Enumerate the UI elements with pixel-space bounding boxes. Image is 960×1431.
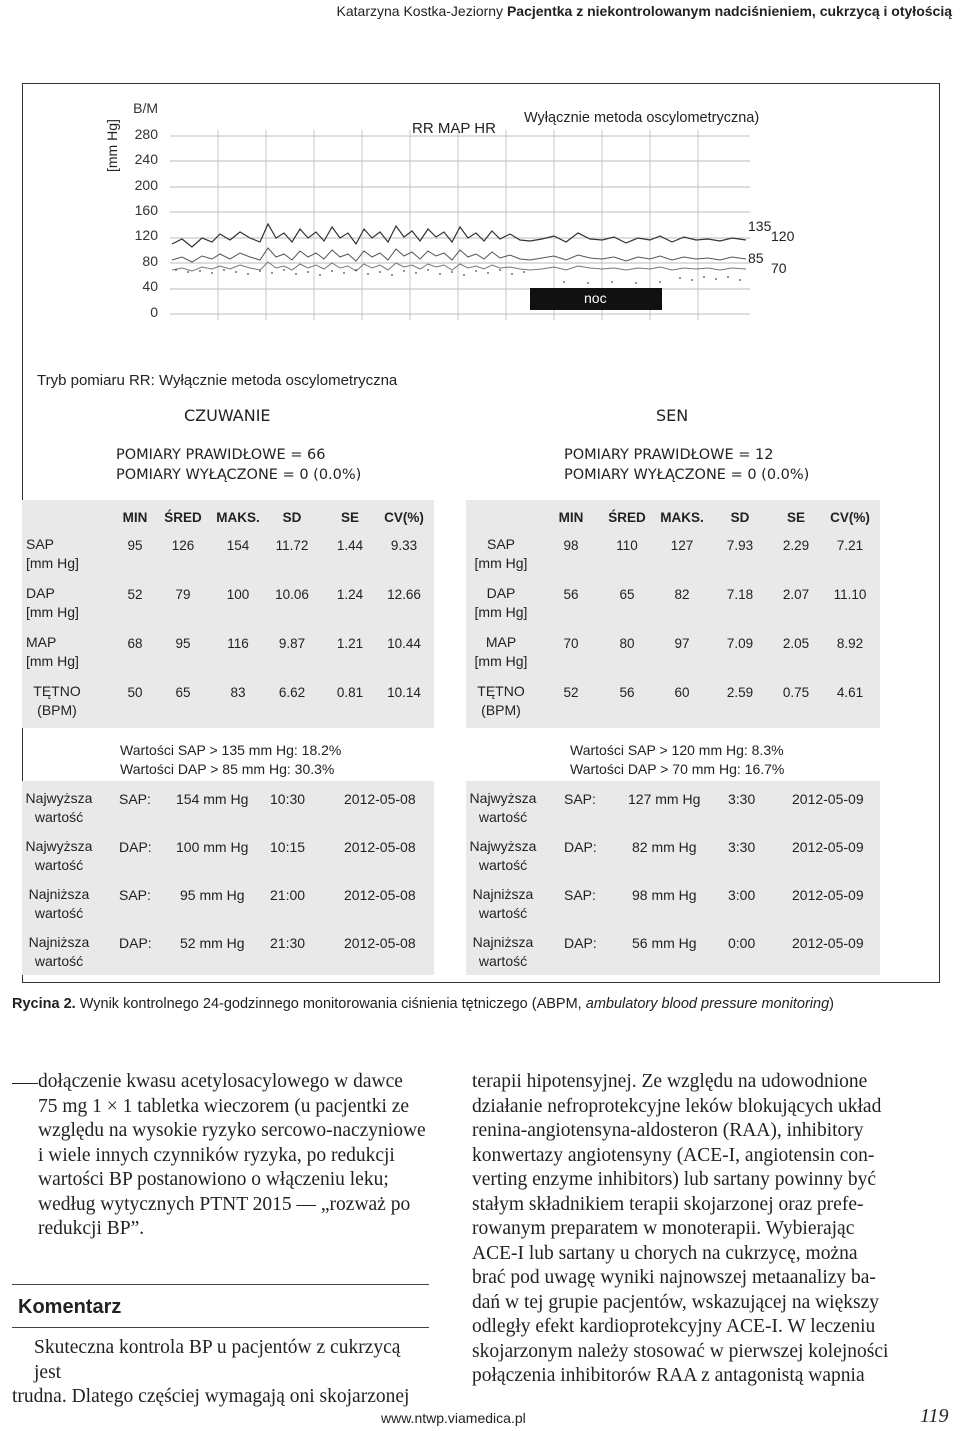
sleep-excluded-count: POMIARY WYŁĄCZONE = 0 (0.0%) [564, 467, 810, 483]
wake-dap-min: 52 [127, 587, 143, 602]
komentarz-line: Skuteczna kontrola BP u pacjentów z cukrzycą jest [34, 1337, 401, 1383]
left-line: wartości BP postanowiono o włączeniu leku; [38, 1169, 389, 1190]
sleep-sap-max: 127 [670, 538, 694, 553]
sleep-row-sap-label: SAP [mm Hg] [474, 536, 528, 571]
wake-ext-3-type: DAP: [119, 935, 152, 951]
wake-hr-cv: 10.14 [387, 685, 421, 700]
sleep-ext-0-date: 2012-05-09 [792, 791, 864, 807]
sleep-stats-panel [466, 500, 880, 728]
wake-ext-3-value: 52 mm Hg [180, 935, 245, 951]
wake-sap-cv: 9.33 [390, 538, 418, 553]
wake-extremes-panel [22, 781, 434, 975]
wake-stats-panel [22, 500, 434, 728]
sleep-ext-3-type: DAP: [564, 935, 597, 951]
sleep-col-sd: SD [730, 510, 750, 525]
right-paragraph [472, 1070, 892, 1389]
sleep-ext-2-value: 98 mm Hg [632, 887, 697, 903]
figure-caption [12, 996, 952, 1012]
wake-ext-1-date: 2012-05-08 [344, 839, 416, 855]
sleep-dap-cv: 11.10 [833, 587, 867, 602]
sleep-ext-1-date: 2012-05-09 [792, 839, 864, 855]
sleep-row-map-label: MAP [mm Hg] [474, 634, 528, 669]
sleep-dap-pct: Wartości DAP > 70 mm Hg: 16.7% [570, 761, 785, 777]
sleep-ext-1-type: DAP: [564, 839, 597, 855]
wake-ext-2-label: Najniższa wartość [28, 886, 90, 921]
caption-text: Wynik kontrolnego 24-godzinnego monitorowania ciśnienia tętniczego (ABPM, [79, 996, 586, 1012]
wake-sap-sd: 11.72 [275, 538, 309, 553]
wake-excluded-count: POMIARY WYŁĄCZONE = 0 (0.0%) [116, 467, 362, 483]
y-axis-unit: [mm Hg] [104, 119, 120, 172]
caption-label: Rycina 2. [12, 996, 76, 1012]
wake-row-map-label: MAP [mm Hg] [26, 634, 79, 669]
sleep-ext-1-label: Najwyższa wartość [469, 838, 537, 873]
wake-col-cv: CV(%) [384, 510, 424, 525]
wake-ext-1-value: 100 mm Hg [176, 839, 249, 855]
sleep-dap-max: 82 [674, 587, 690, 602]
wake-dap-mean: 79 [175, 587, 191, 602]
threshold-dap-sleep: 70 [771, 260, 787, 276]
wake-sap-se: 1.44 [336, 538, 364, 553]
wake-valid-count: POMIARY PRAWIDŁOWE = 66 [116, 447, 326, 463]
wake-ext-0-value: 154 mm Hg [176, 791, 249, 807]
sleep-col-se: SE [786, 510, 805, 525]
method-note: Wyłącznie metoda oscylometryczna) [524, 110, 760, 126]
sleep-map-se: 2.05 [782, 636, 810, 651]
wake-hr-se: 0.81 [336, 685, 364, 700]
sleep-valid-count: POMIARY PRAWIDŁOWE = 12 [564, 447, 774, 463]
sleep-hr-mean: 56 [619, 685, 635, 700]
wake-map-max: 116 [227, 636, 249, 651]
wake-ext-1-type: DAP: [119, 839, 152, 855]
header-author: Katarzyna Kostka-Jeziorny [336, 3, 504, 19]
komentarz-rule-top [12, 1284, 429, 1285]
left-line: redukcji BP”. [38, 1218, 145, 1239]
sleep-sap-sd: 7.93 [726, 538, 754, 553]
page-number: 119 [920, 1405, 949, 1427]
sleep-ext-0-type: SAP: [564, 791, 596, 807]
sleep-ext-2-type: SAP: [564, 887, 596, 903]
wake-map-min: 68 [127, 636, 143, 651]
sleep-row-hr-label: TĘTNO (BPM) [477, 683, 525, 718]
sleep-ext-3-label: Najniższa wartość [472, 934, 534, 969]
dash-bullet [12, 1083, 38, 1084]
sleep-ext-3-time: 0:00 [728, 935, 756, 951]
wake-ext-3-time: 21:30 [270, 935, 306, 951]
y-tick-0: 0 [150, 304, 158, 320]
footer-url[interactable]: www.ntwp.viamedica.pl [381, 1410, 526, 1426]
wake-ext-2-time: 21:00 [270, 887, 306, 903]
caption-italic: ambulatory blood pressure monitoring [585, 996, 830, 1012]
sleep-col-mean: ŚRED [608, 510, 646, 525]
sleep-ext-3-date: 2012-05-09 [792, 935, 864, 951]
sleep-title: SEN [656, 406, 689, 425]
y-tick-280: 280 [134, 126, 158, 142]
left-line: dołączenie kwasu acetylosacylowego w dawce [38, 1071, 403, 1092]
sleep-col-cv: CV(%) [830, 510, 870, 525]
wake-col-mean: ŚRED [164, 510, 202, 525]
sleep-sap-se: 2.29 [782, 538, 810, 553]
abpm-chart [160, 120, 760, 325]
wake-map-se: 1.21 [336, 636, 364, 651]
wake-ext-2-date: 2012-05-08 [344, 887, 416, 903]
sleep-ext-2-label: Najniższa wartość [472, 886, 534, 921]
wake-row-hr-label: TĘTNO (BPM) [33, 683, 81, 718]
right-line: brać pod uwagę wyniki najnowszej metaanalizy ba- [472, 1267, 876, 1288]
wake-col-max: MAKS. [216, 510, 260, 525]
right-line: ACE-I lub sartany u chorych na cukrzycę, można [472, 1242, 858, 1264]
sleep-dap-se: 2.07 [782, 587, 810, 602]
left-line: według wytycznych PTNT 2015 — „rozważ po [38, 1193, 411, 1215]
sleep-dap-min: 56 [563, 587, 579, 602]
wake-sap-min: 95 [127, 538, 143, 553]
chart-gridlines [170, 136, 750, 314]
threshold-sap-wake: 135 [748, 218, 772, 234]
running-header [337, 3, 952, 19]
sleep-ext-2-time: 3:00 [728, 887, 756, 903]
wake-hr-max: 83 [230, 685, 246, 700]
sleep-map-max: 97 [674, 636, 690, 651]
wake-col-se: SE [340, 510, 359, 525]
wake-col-min: MIN [122, 510, 148, 525]
left-line: 75 mg 1 × 1 tabletka wieczorem (u pacjentki ze [38, 1095, 410, 1117]
sleep-col-min: MIN [558, 510, 584, 525]
measurement-mode: Tryb pomiaru RR: Wyłącznie metoda oscylometryczna [37, 372, 398, 389]
sleep-ext-0-label: Najwyższa wartość [469, 790, 537, 825]
right-line: terapii hipotensyjnej. Ze względu na udowodnione [472, 1071, 868, 1092]
right-line: połączenia inhibitorów RAA z antagonistą wapnia [472, 1365, 865, 1386]
threshold-sap-sleep: 120 [771, 228, 795, 244]
sleep-ext-1-value: 82 mm Hg [632, 839, 697, 855]
wake-dap-max: 100 [226, 587, 250, 602]
wake-ext-2-type: SAP: [119, 887, 151, 903]
y-tick-40: 40 [142, 278, 158, 294]
left-paragraph [38, 1070, 438, 1242]
wake-sap-mean: 126 [171, 538, 195, 553]
sleep-map-sd: 7.09 [726, 636, 754, 651]
wake-hr-mean: 65 [175, 685, 191, 700]
caption-end: ) [829, 996, 834, 1012]
wake-map-mean: 95 [175, 636, 191, 651]
wake-ext-0-time: 10:30 [270, 791, 306, 807]
wake-ext-3-date: 2012-05-08 [344, 935, 416, 951]
right-line: działanie nefroprotekcyjne leków blokujących układ [472, 1095, 882, 1117]
sleep-hr-min: 52 [563, 685, 579, 700]
wake-ext-0-type: SAP: [119, 791, 151, 807]
wake-row-dap-label: DAP [mm Hg] [26, 585, 79, 620]
left-line: i wiele innych czynników ryzyka, po redukcji [38, 1144, 395, 1166]
y-tick-200: 200 [134, 177, 158, 193]
sleep-ext-3-value: 56 mm Hg [632, 935, 697, 951]
wake-dap-sd: 10.06 [275, 587, 309, 602]
y-tick-240: 240 [134, 151, 158, 167]
left-line: względu na wysokie ryzyko sercowo-naczyniowe [38, 1120, 426, 1141]
wake-dap-se: 1.24 [336, 587, 364, 602]
sleep-ext-0-time: 3:30 [728, 791, 756, 807]
sleep-hr-cv: 4.61 [836, 685, 864, 700]
sleep-row-dap-label: DAP [mm Hg] [474, 585, 528, 620]
wake-hr-sd: 6.62 [278, 685, 306, 700]
wake-ext-3-label: Najniższa wartość [28, 934, 90, 969]
sleep-dap-sd: 7.18 [726, 587, 754, 602]
right-line: dań w tej grupie pacjentów, wskazującej na większy [472, 1291, 879, 1313]
wake-map-sd: 9.87 [278, 636, 306, 651]
right-line: rowanym preparatem w monoterapii. Wybierając [472, 1218, 855, 1239]
threshold-dap-wake: 85 [748, 250, 764, 266]
sleep-hr-max: 60 [674, 685, 690, 700]
night-label: noc [584, 290, 607, 306]
komentarz-heading: Komentarz [18, 1296, 122, 1318]
wake-ext-0-label: Najwyższa wartość [25, 790, 93, 825]
right-line: odległy efekt kardioprotekcyjny ACE-I. W leczeniu [472, 1316, 876, 1337]
map-trace [172, 248, 746, 262]
wake-col-sd: SD [282, 510, 302, 525]
y-tick-bm: B/M [133, 100, 158, 116]
sleep-ext-1-time: 3:30 [728, 839, 756, 855]
right-line: konwertazy angiotensyny (ACE-I, angiotensin con- [472, 1144, 875, 1166]
wake-map-cv: 10.44 [387, 636, 421, 651]
sleep-ext-0-value: 127 mm Hg [628, 791, 701, 807]
komentarz-rule-bottom [12, 1327, 429, 1328]
header-title: Pacjentka z niekontrolowanym nadciśnieniem, cukrzycą i otyłością [506, 3, 952, 19]
right-line: stałym składnikiem terapii skojarzonej oraz prefe- [472, 1193, 864, 1215]
sleep-map-mean: 80 [619, 636, 635, 651]
komentarz-paragraph [12, 1336, 432, 1410]
right-line: verting enzyme inhibitors) lub sartany powinny być [472, 1169, 876, 1190]
sleep-map-min: 70 [563, 636, 579, 651]
wake-hr-min: 50 [127, 685, 143, 700]
wake-dap-pct: Wartości DAP > 85 mm Hg: 30.3% [120, 761, 335, 777]
sleep-map-cv: 8.92 [836, 636, 864, 651]
wake-ext-2-value: 95 mm Hg [180, 887, 245, 903]
sleep-sap-mean: 110 [616, 538, 638, 553]
wake-title: CZUWANIE [184, 406, 271, 425]
sleep-sap-cv: 7.21 [836, 538, 864, 553]
y-tick-120: 120 [134, 227, 158, 243]
chart-legend: RR MAP HR [412, 120, 496, 137]
sleep-sap-min: 98 [563, 538, 579, 553]
y-tick-80: 80 [142, 253, 158, 269]
sleep-ext-2-date: 2012-05-09 [792, 887, 864, 903]
right-line: renina-angiotensyna-aldosteron (RAA), inhibitory [472, 1120, 864, 1141]
sleep-hr-sd: 2.59 [726, 685, 754, 700]
sleep-extremes-panel [466, 781, 880, 975]
wake-row-sap-label: SAP [mm Hg] [26, 536, 79, 571]
wake-sap-pct: Wartości SAP > 135 mm Hg: 18.2% [120, 742, 342, 758]
wake-dap-cv: 12.66 [387, 587, 421, 602]
wake-ext-0-date: 2012-05-08 [344, 791, 416, 807]
sap-trace [172, 224, 746, 247]
wake-ext-1-label: Najwyższa wartość [25, 838, 93, 873]
sleep-sap-pct: Wartości SAP > 120 mm Hg: 8.3% [570, 742, 784, 758]
komentarz-line: trudna. Dlatego częściej wymagają oni skojarzonej [12, 1386, 410, 1407]
sleep-hr-se: 0.75 [782, 685, 810, 700]
sleep-col-max: MAKS. [660, 510, 704, 525]
sleep-dap-mean: 65 [619, 587, 635, 602]
wake-ext-1-time: 10:15 [270, 839, 306, 855]
wake-sap-max: 154 [226, 538, 250, 553]
right-line: skojarzonym należy stosować w pierwszej kolejności [472, 1340, 889, 1362]
y-tick-160: 160 [134, 202, 158, 218]
